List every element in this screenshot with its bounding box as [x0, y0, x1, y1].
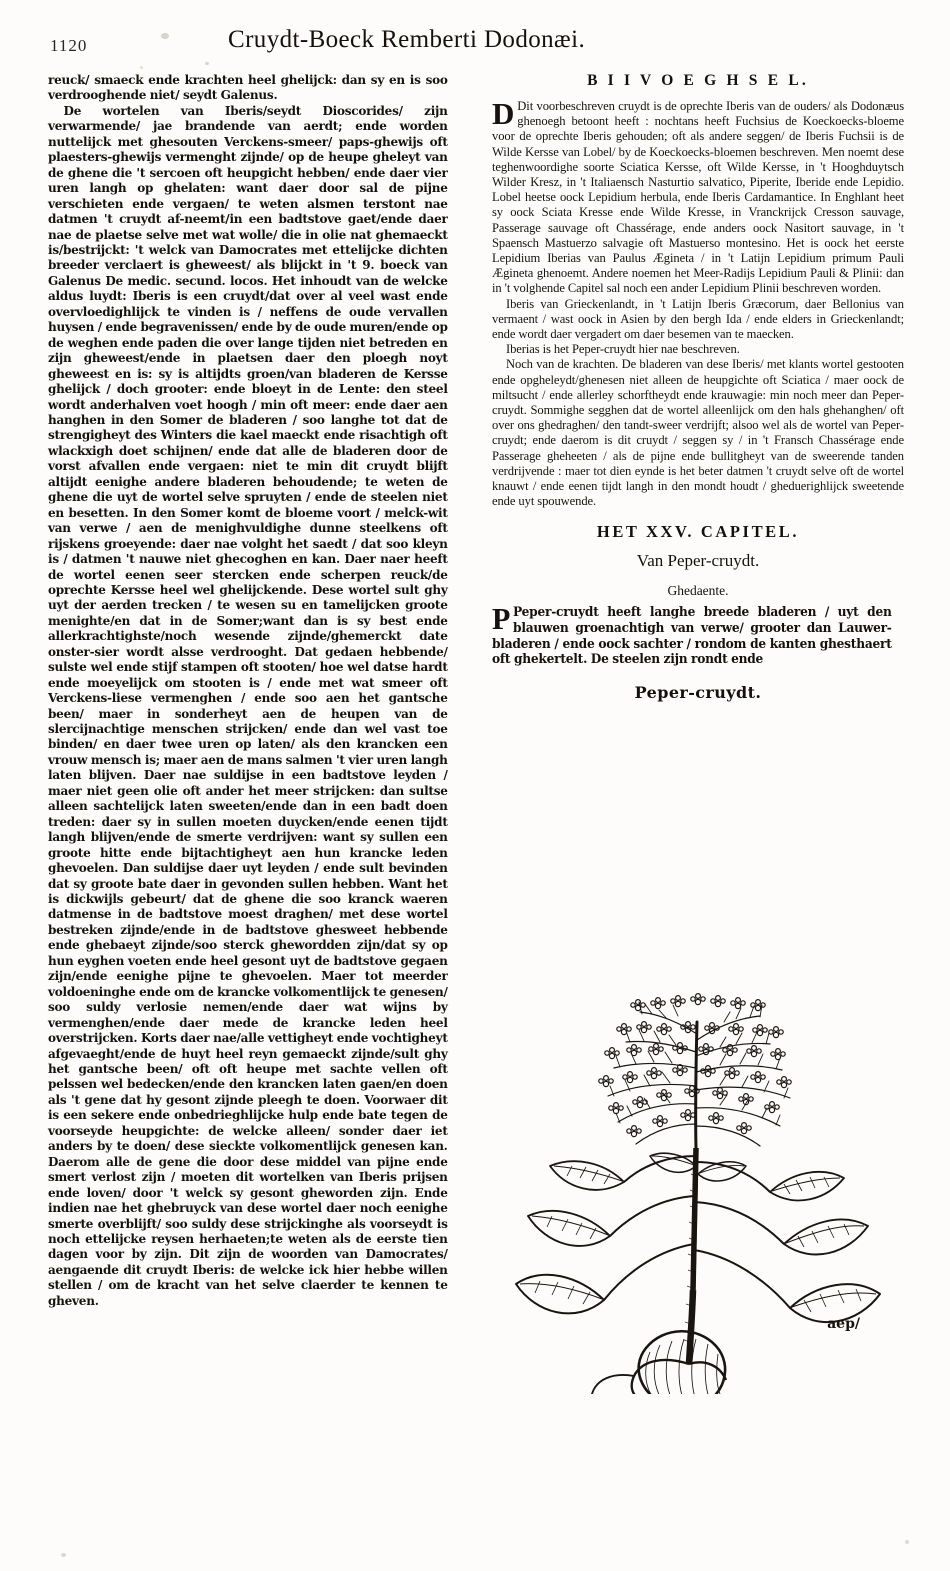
running-title: Cruydt-Boeck Remberti Dodonæi. [228, 26, 586, 53]
paragraph [492, 96, 904, 297]
paragraph: Iberias is het Peper-cruydt hier nae beschreven. [506, 342, 740, 357]
section-label-ghedaente: Ghedaente. [667, 583, 729, 599]
ink-speck [905, 1540, 909, 1544]
supplement-body [492, 96, 904, 509]
pepper-herb-woodcut [492, 704, 904, 1394]
ink-speck [61, 1553, 66, 1557]
paragraph [492, 601, 892, 667]
left-column-body [48, 72, 448, 1308]
left-text-column [48, 72, 460, 1308]
right-text-column [492, 72, 904, 1394]
ink-speck [140, 66, 143, 69]
catchword: aep/ [827, 1315, 860, 1332]
figure-caption: Peper-cruydt. [634, 682, 762, 702]
chapter-description [492, 601, 892, 667]
paragraph: Noch van de krachten. De bladeren van dese Iberis/ met klants wortel gestooten ende opgheleydt/ghenesen niet alleen de heupgichte oft Sciatica / maer oock de miltsucht / ende allerley schorftheydt ende krauwagie: min noch meer dan Peper-cruydt. Sommighe segghen dat de wortel alleenlijck om den hals ghehanghen/ oft over ons ghedraghen/ den tandt-sweer verdrijft; alsoo wel als de wortel van Peper-cruydt; ende daerom is dit cruydt / seggen sy / in 't Fransch Chassérage ende Passerage gheheeten / als de pijne ende bullitgheyt van de sweerende tanden verdrijvende : maer tot dien eynde is het beter datmen 't cruydt selve oft de wortel knauwt / ende eenen tijdt langh in den mondt houdt / gheduerighlijck sweetende ende uyt spouwende. [492, 357, 904, 509]
ink-speck [205, 62, 209, 65]
paragraph: De wortelen van Iberis/seydt Dioscorides/ zijn verwarmende/ jae brandende van aerdt; ende worden nuttelijck met ghesouten Verckens-smeer/ paps-ghewijs oft plaesters-ghewijs vermenght zijnde/ op de heupe gheleyt van de ghene die 't sercoen oft heupgicht hebben/ ende daer vier uren langh op ghelaten: want daer door sal de pijne verschieten ende vergaen/ te weten alsmen terstont nae datmen 't cruydt af-neemt/in een badtstove gaet/ende daer nae de plaetse selve met wat wolle/ die in olie nat ghemaeckt is/bestrijckt: 't welck van Damocrates met ettelijcke dichten breeder verclaert is gheweest/ als blijckt in 't 9. boeck van Galenus De medic. secund. locos. Het inhoudt van de welcke aldus luydt: Iberis is een cruydt/dat over al veel wast ende overvloedighlijck te vinden is / neffens de oude vervallen huysen / ende begravenissen/ ende by de oude muren/ende op de weghen ende paden die over lange tijden niet betreden en zijn gheweest/ende in plaetsen daer den ploegh noyt gheweest en is: sy is altijdts groen/van bladeren de Kersse ghelijck / doch grooter: ende bloeyt in de Lente: den steel wordt anderhalven voet hoogh / min oft meer: ende daer aen hanghen in den Somer de bladeren / soo langhe tot dat de strengigheyt des Winters die kael maeckt ende risachtigh oft wlackxigh doet schijnen/ ende dat alle de bladeren door de vorst afvallen ende vergaen: niet te min dit cruydt blijft altijdt eenighe andere bladeren behoudende; te weten de ghene die uyt de wortel selve spruyten / ende de steelen niet en besetten. In den Somer komt de bloeme voort / melck-wit van verwe / aen de menighvuldighe dunne steelkens oft rijskens groeyende: daer nae volght het saedt / dat soo kleyn is / datmen 't nauwe niet ghecoghen en kan. Daer naer heeft de wortel eenen seer stercken ende scherpen reuck/de oprechte Kersse heel wel ghelijckende. Dese wortel sult ghy uyt der aerden trecken / te wesen su en tamelijcken groote menighte/en dat in de Somer;want dan is sy best ende allerkrachtighste/noch wesende zijnde/ghemerckt date onster-sier wordt alsse verdrooght. Dat gedaen hebbende/ sulste wel ende stijf stampen oft stooten/ hoe wel datse hardt ende moeyelijck om stooten is / ende met wat smeer oft Verckens-liese vermenghen / ende soo aen het gantsche been/ maer in sonderheyt aen de heupen van de slercijnachtige menschen strijcken/ ende dan wel vast toe binden/ en daer twee uren op laten/ als den krancken een vrouw mensch is; maer aen de mans salmen 't vier uren langh laten blijven. Daer nae suldijse in een badtstove leyden / maer niet geen olie oft ander het meer strijcken: dan sultse alleen sachtelijck laten sweeten/ende dan in een badt doen treden: daer sy in sullen moeten duycken/ende eenen tijdt langh blijven/ende de smerte verdrijven: want sy sullen een groote hitte ende bijtachtigheyt aen hun krancke leden ghevoelen. Dan suldijse daer uyt leyden / ende sult bevinden dat sy groote bate daer in gevonden sullen hebben. Want het is dickwijls gebeurt/ dat de ghene die soo kranck waeren datmense in de badtstove moest draghen/ met dese wortel bestreken zijnde/ende in de badtstove ghesweet hebbende ende ghebaeyt zijnde/soo sterck ghewordden zijn/dat sy op hun eyghen voeten ende heel gesont uyt de badtstove gegaen zijn/ende eenighe pijne te ghevoelen. Maer tot meerder voldoeninghe ende om de krancke volkomentlijck te genesen/ soo suldy verlosie nemen/ende daer wat wijns by vermenghen/ende daer mede de krancke leden heel overstrijcken. Korts daer nae/alle vettigheyt ende vochtigheyt afgevaeght/ende de huyt heel reyn gemaeckt zijnde/sult ghy het gantsche been/ oft oft heupe met sachte vellen oft pelssen wel bedecken/ende den krancken laten gaen/en doen als 't gene dat hy gesont zijnde pleegh te doen. Voorwaer dit is een sekere ende onbedrieghlijcke hulp ende bate tegen de voorseyde heupgichte: de welcke alleen/ sonder daer iet anders by te doen/ dese sieckte volkomentlijck genesen kan. Daerom alle de gene die door dese middel van pijne ende smert verlost zijn / moeten dit wortelken van Iberis prijsen ende loven/ door 't welck sy gesont gheworden zijn. Ende indien nae het ghebruyck van dese wortel daer noch eenighe smerte overblijft/ soo suldy dese strijckinghe als voorseydt is noch ettelijcke reysen herhaeten;te weten als de eerste tien dagen voor by zijn. Dit zijn de woorden van Damocrates/ aengaende dit cruydt Iberis: de welcke ick hier hebbe willen stellen / om de kracht van het selve claerder te kennen te gheven. [48, 102, 448, 1308]
paragraph: reuck/ smaeck ende krachten heel ghelijck: dan sy en is soo verdrooghende niet/ seydt Galenus. [48, 72, 448, 103]
chapter-title: Van Peper-cruydt. [636, 551, 760, 571]
page-header [50, 26, 910, 60]
folio-number: 1120 [50, 36, 88, 55]
drop-cap: D [492, 96, 515, 131]
chapter-number: HET XXV. CAPITEL. [596, 522, 800, 542]
paragraph-text: Peper-cruydt heeft langhe breede bladeren / uyt den blauwen groenachtigh van verwe/ grooter dan Lauwer-bladeren / ende oock sachter / rondom de kanten ghesthaert oft ghekertelt. De steelen zijn rondt ende [492, 604, 892, 667]
supplement-heading: B I I V O E G H S E L. [587, 72, 809, 89]
paragraph-text: Dit voorbeschreven cruydt is de oprechte Iberis van de ouders/ als Dodonæus ghenoegh betoont heeft : nochtans heeft Fuchsius de Koeckoecks-bloeme voor de oprechte Iberis gehouden; oft als andere seggen/ de Iberis Fuchsii is de Wilde Kersse van Lobel/ by de Koeckoecks-bloemen beschreven. Men noemt dese teghenwoordighe soorte Sciatica Kersse, oft Wilde Kersse, in 't Hooghduytsch Wilder Kresz, in 't Italiaensch Nasturtio salvatico, Piperite, Iberide ende Lepidio. Lobel heetse oock Lepidium herbula, ende Iberis Cardamantice. In Enghlant heet sy oock Sciata Kresse ende Wilde Kresse, in Vranckrijck Cresson sauvage, Passerage sauvage oft Chassérage, ende anders oock Nasitort sauvage, in 't Spaensch Mastuerzo salvagie oft Mastuerso montesino. Het is oock het eerste Lepidium Iberias van Paulus Ægineta / in 't Latijn Lepidium primum Pauli Ægineta ghenoemt. Andere noemen het Meer-Radijs Lepidium Pauli & Plinii: dan in 't volghende Capitel sal noch een ander Lepidium Plinii beschreven worden. [492, 99, 904, 296]
drop-cap: P [492, 601, 511, 637]
paragraph: Iberis van Grieckenlandt, in 't Latijn Iberis Græcorum, daer Bellonius van vermaent / wast oock in Asien by den bergh Ida / ende elders in Grieckenlandt; ende wordt daer vergadert om daer besemen van te maecken. [492, 296, 904, 342]
woodcut-illustration [492, 704, 904, 1394]
